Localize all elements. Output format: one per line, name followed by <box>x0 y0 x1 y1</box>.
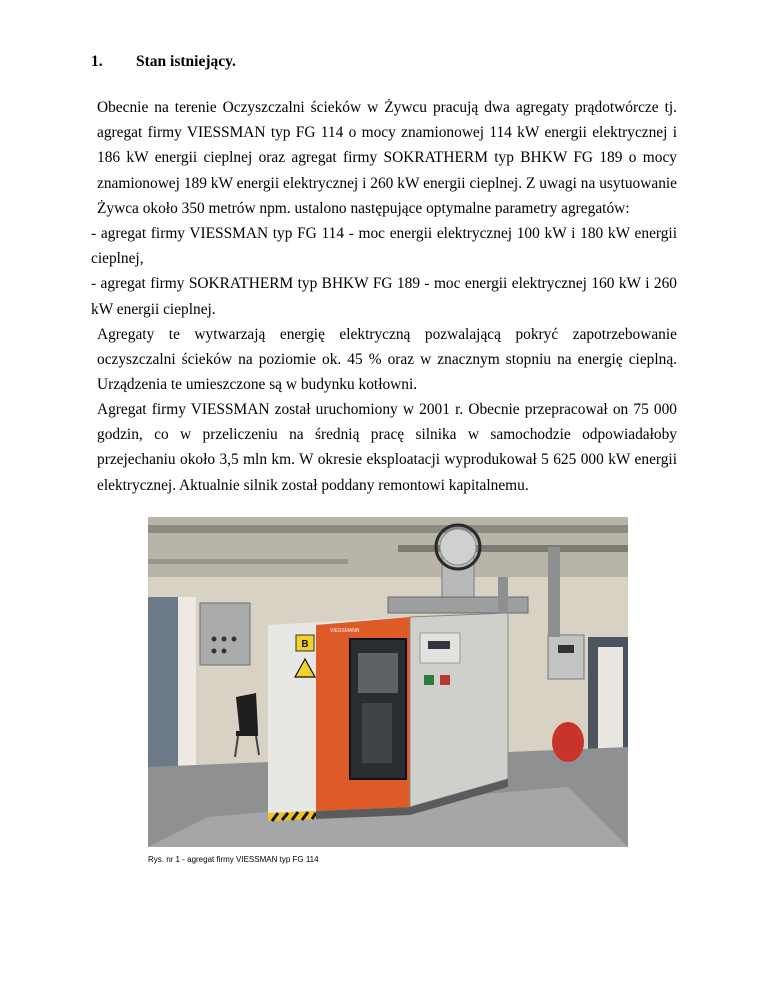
section-title: Stan istniejący. <box>136 53 236 70</box>
paragraph-coverage: Agregaty te wytwarzają energię elektryczną pozwalającą pokryć zapotrzebowanie oczyszczalni ścieków na poziomie ok. 45 % oraz w znacznym stopniu na energię cieplną. Urządzenia te umieszczone są w budynku kotłowni. <box>97 325 677 394</box>
figure-photo-generator <box>148 517 628 847</box>
photo-illustration <box>148 517 628 847</box>
text-block-2 <box>91 397 677 498</box>
section-heading <box>91 53 236 71</box>
paragraph-list-item-sokratherm: - agregat firmy SOKRATHERM typ BHKW FG 189 - moc energii elektrycznej 160 kW i 260 kW energii cieplnej. <box>91 275 677 318</box>
paragraph-intro: Obecnie na terenie Oczyszczalni ścieków w Żywcu pracują dwa agregaty prądotwórcze tj. agregat firmy VIESSMAN typ FG 114 o mocy znamionowej 114 kW energii elektrycznej i 186 kW energii cieplnej oraz agregat firmy SOKRATHERM typ BHKW FG 189 o mocy znamionowej 189 kW energii elektrycznej i 260 kW energii cieplnej. Z uwagi na usytuowanie Żywca około 350 metrów npm. ustalono następujące optymalne parametry agregatów: <box>97 99 677 217</box>
section-number: 1. <box>91 53 103 70</box>
paragraph-operation-history: Agregat firmy VIESSMAN został uruchomiony w 2001 r. Obecnie przepracował on 75 000 godzin, co w przeliczeniu na średnią pracę silnika w samochodzie odpowiadałoby przejechaniu około 3,5 mln km. W okresie eksploatacji wyprodukował 5 625 000 kW energii elektrycznej. Aktualnie silnik został poddany remontowi kapitalnemu. <box>97 401 677 494</box>
brand-label: VIESSMANN <box>330 628 360 634</box>
paragraph-list-item-viessman: - agregat firmy VIESSMAN typ FG 114 - moc energii elektrycznej 100 kW i 180 kW energii cieplnej, <box>91 225 677 268</box>
figure-caption: Rys. nr 1 - agregat firmy VIESSMAN typ FG 114 <box>148 855 319 864</box>
text-block-1 <box>91 95 677 397</box>
badge-label: B <box>301 639 309 650</box>
